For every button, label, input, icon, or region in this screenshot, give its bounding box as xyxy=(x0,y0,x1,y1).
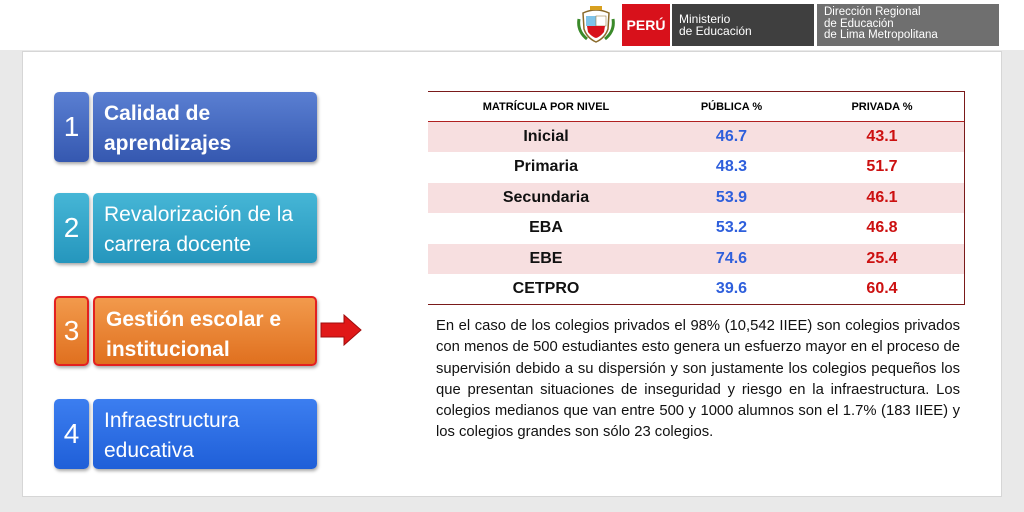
row-private: 43.1 xyxy=(799,122,965,153)
table-row xyxy=(428,183,965,214)
row-public: 46.7 xyxy=(664,122,799,153)
dre-line-2: de Educación xyxy=(824,17,894,30)
table-row xyxy=(428,213,965,244)
row-public: 39.6 xyxy=(664,274,799,305)
table-header-row xyxy=(428,92,965,122)
table-row xyxy=(428,244,965,275)
dre-line-1: Dirección Regional xyxy=(824,6,921,18)
national-shield-icon xyxy=(577,5,615,45)
description-paragraph: En el caso de los colegios privados el 98% (10,542 IIEE) son colegios privados con menos de 500 estudiantes esto genera un esfuerzo mayor en el proceso de supervisión debido a su dispersión y son justamente los colegios pequeños los que presentan situaciones de inseguridad y riesgo en la infraestructura. Los colegios medianos que van entre 500 y 1000 alumnos son el 1.7% (183 IIEE) y los colegios grandes son sólo 23 colegios. xyxy=(436,318,960,441)
row-public: 53.9 xyxy=(664,183,799,214)
dre-line-3: de Lima Metropolitana xyxy=(824,29,938,41)
menu-number-1[interactable]: 1 xyxy=(54,92,89,162)
row-level: EBA xyxy=(428,213,664,244)
menu-item-calidad[interactable]: Calidad de aprendizajes xyxy=(93,92,317,162)
row-private: 46.8 xyxy=(799,213,965,244)
header-level: MATRÍCULA POR NIVEL xyxy=(428,92,664,122)
row-public: 53.2 xyxy=(664,213,799,244)
menu-number-2[interactable]: 2 xyxy=(54,193,89,263)
row-public: 48.3 xyxy=(664,152,799,183)
row-level: Primaria xyxy=(428,152,664,183)
row-public: 74.6 xyxy=(664,244,799,275)
menu-number-4[interactable]: 4 xyxy=(54,399,89,469)
menu-number-3[interactable]: 3 xyxy=(54,296,89,366)
header-private: PRIVADA % xyxy=(799,92,965,122)
menu-item-revalorizacion[interactable]: Revalorización de la carrera docente xyxy=(93,193,317,263)
header-public: PÚBLICA % xyxy=(664,92,799,122)
row-level: EBE xyxy=(428,244,664,275)
row-level: CETPRO xyxy=(428,274,664,305)
menu-item-gestion[interactable]: Gestión escolar e institucional xyxy=(93,296,317,366)
enrollment-table xyxy=(428,91,965,305)
ministry-line-1: Ministerio xyxy=(679,12,731,26)
table-row xyxy=(428,274,965,305)
menu-item-infraestructura[interactable]: Infraestructura educativa xyxy=(93,399,317,469)
ministry-label xyxy=(672,4,814,46)
row-private: 51.7 xyxy=(799,152,965,183)
dre-label xyxy=(817,4,999,46)
row-level: Secundaria xyxy=(428,183,664,214)
top-header xyxy=(0,0,1024,50)
peru-label: PERÚ xyxy=(622,4,670,46)
ministry-line-2: de Educación xyxy=(679,24,752,38)
row-level: Inicial xyxy=(428,122,664,153)
row-private: 46.1 xyxy=(799,183,965,214)
table-row xyxy=(428,122,965,153)
row-private: 25.4 xyxy=(799,244,965,275)
table-row xyxy=(428,152,965,183)
right-arrow-icon xyxy=(320,314,362,346)
row-private: 60.4 xyxy=(799,274,965,305)
table-right-border xyxy=(964,91,965,304)
